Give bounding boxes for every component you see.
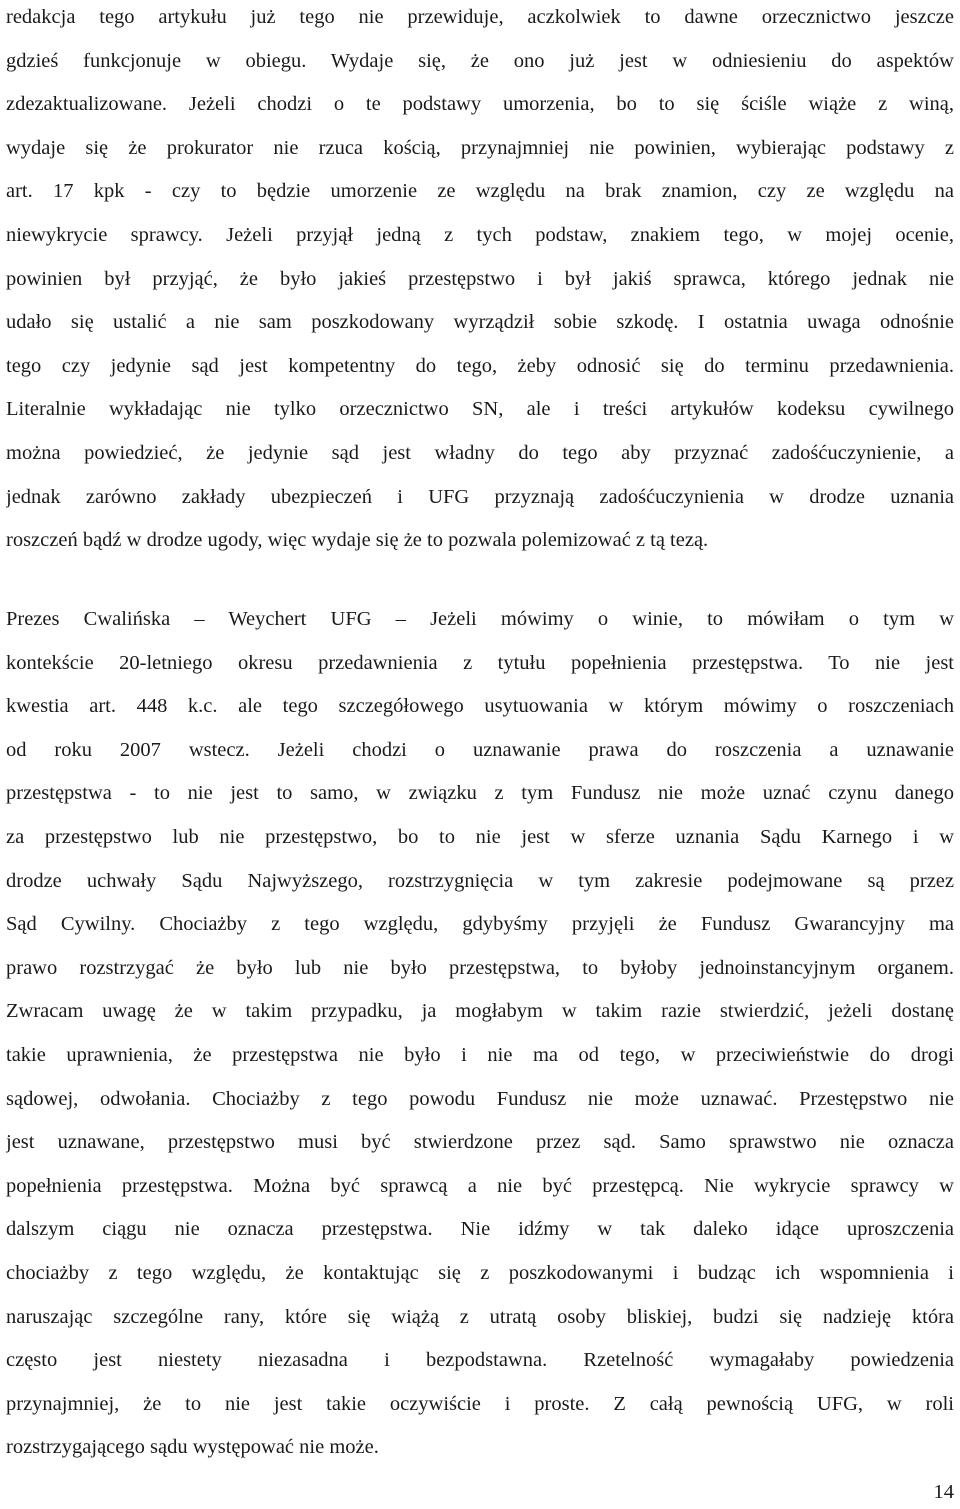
- text-line: roszczeń bądź w drodze ugody, więc wydaje się że to pozwala polemizować z tą tezą.: [6, 529, 709, 552]
- paragraph-2: [6, 598, 954, 1470]
- text-line: rozstrzygającego sądu występować nie może.: [6, 1436, 379, 1459]
- text-line: zdezaktualizowane. Jeżeli chodzi o te podstawy umorzenia, bo to się ściśle wiąże z winą,: [6, 93, 954, 116]
- text-line: gdzieś funkcjonuje w obiegu. Wydaje się, że ono już jest w odniesieniu do aspektów: [6, 49, 954, 72]
- text-line: prawo rozstrzygać że było lub nie było przestępstwa, to byłoby jednoinstancyjnym organem.: [6, 956, 954, 979]
- text-line: można powiedzieć, że jedynie sąd jest władny do tego aby przyznać zadośćuczynienie, a: [6, 441, 954, 464]
- text-line: często jest niestety niezasadna i bezpodstawna. Rzetelność wymagałaby powiedzenia: [6, 1349, 954, 1372]
- text-line: powinien był przyjąć, że było jakieś przestępstwo i był jakiś sprawca, którego jednak nie: [6, 267, 954, 290]
- text-line: od roku 2007 wstecz. Jeżeli chodzi o uznawanie prawa do roszczenia a uznawanie: [6, 738, 954, 761]
- text-line: popełnienia przestępstwa. Można być sprawcą a nie być przestępcą. Nie wykrycie sprawcy w: [6, 1174, 954, 1197]
- text-line: sądowej, odwołania. Chociażby z tego powodu Fundusz nie może uznawać. Przestępstwo nie: [6, 1087, 954, 1110]
- text-line: Zwracam uwagę że w takim przypadku, ja mogłabym w takim razie stwierdzić, jeżeli dostanę: [6, 1000, 954, 1023]
- text-line: jednak zarówno zakłady ubezpieczeń i UFG przyznają zadośćuczynienia w drodze uznania: [6, 485, 954, 508]
- text-line: przynajmniej, że to nie jest takie oczywiście i proste. Z całą pewnością UFG, w roli: [6, 1392, 954, 1415]
- text-line: za przestępstwo lub nie przestępstwo, bo to nie jest w sferze uznania Sądu Karnego i w: [6, 825, 954, 848]
- text-line: niewykrycie sprawcy. Jeżeli przyjął jedną z tych podstaw, znakiem tego, w mojej ocenie,: [6, 223, 954, 246]
- text-line: Prezes Cwalińska – Weychert UFG – Jeżeli mówimy o winie, to mówiłam o tym w: [6, 608, 954, 630]
- text-line: redakcja tego artykułu już tego nie przewiduje, aczkolwiek to dawne orzecznictwo jeszcze: [6, 6, 954, 28]
- text-line: chociażby z tego względu, że kontaktując się z poszkodowanymi i budząc ich wspomnienia i: [6, 1261, 954, 1284]
- text-line: drodze uchwały Sądu Najwyższego, rozstrzygnięcia w tym zakresie podejmowane są przez: [6, 869, 954, 892]
- text-line: przestępstwa - to nie jest to samo, w związku z tym Fundusz nie może uznać czynu danego: [6, 782, 954, 805]
- text-line: dalszym ciągu nie oznacza przestępstwa. Nie idźmy w tak daleko idące uproszczenia: [6, 1218, 954, 1241]
- text-line: kontekście 20-letniego okresu przedawnienia z tytułu popełnienia przestępstwa. To nie jest: [6, 651, 954, 674]
- page-number: 14: [933, 1481, 954, 1503]
- text-line: naruszając szczególne rany, które się wiążą z utratą osoby bliskiej, budzi się nadzieję która: [6, 1305, 954, 1328]
- text-line: udało się ustalić a nie sam poszkodowany wyrządził sobie szkodę. I ostatnia uwaga odnośnie: [6, 311, 954, 334]
- text-line: takie uprawnienia, że przestępstwa nie było i nie ma od tego, w przeciwieństwie do drogi: [6, 1043, 954, 1066]
- text-line: tego czy jedynie sąd jest kompetentny do tego, żeby odnosić się do terminu przedawnienia.: [6, 354, 954, 377]
- text-line: kwestia art. 448 k.c. ale tego szczegółowego usytuowania w którym mówimy o roszczeniach: [6, 695, 954, 718]
- text-line: wydaje się że prokurator nie rzuca kością, przynajmniej nie powinien, wybierając podstawy z: [6, 136, 954, 159]
- text-line: jest uznawane, przestępstwo musi być stwierdzone przez sąd. Samo sprawstwo nie oznacza: [6, 1131, 954, 1154]
- text-line: Literalnie wykładając nie tylko orzecznictwo SN, ale i treści artykułów kodeksu cywilnego: [6, 398, 954, 421]
- paragraph-1: [6, 0, 954, 563]
- text-line: art. 17 kpk - czy to będzie umorzenie ze względu na brak znamion, czy ze względu na: [6, 180, 954, 203]
- text-line: Sąd Cywilny. Chociażby z tego względu, gdybyśmy przyjęli że Fundusz Gwarancyjny ma: [6, 913, 954, 936]
